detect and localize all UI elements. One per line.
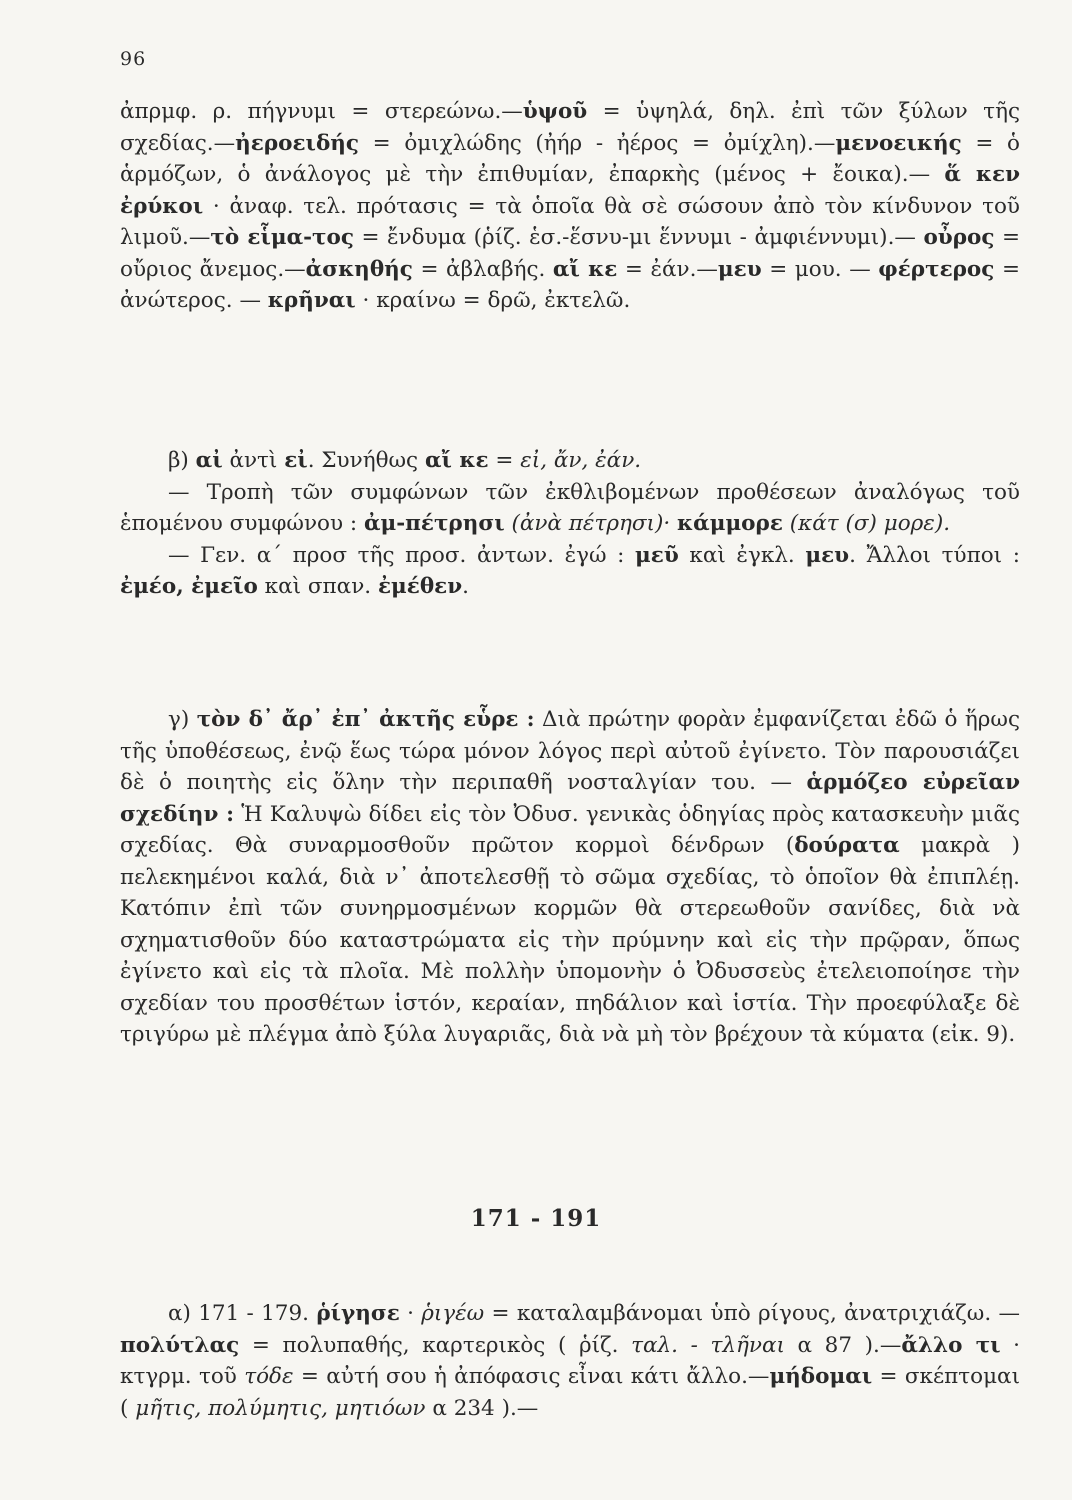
text: — Τροπὴ τῶν συμφώνων τῶν ἐκθλιβομένων προθέσεων ἀναλόγως τοῦ ἑπομένου συμφώνου :	[120, 479, 1020, 536]
gloss-text: = ἐάν.—	[617, 256, 718, 282]
gloss-text: · κραίνω = δρῶ, ἐκτελῶ.	[355, 288, 631, 313]
gloss-term: αἴ κε	[552, 256, 618, 282]
term: εἰ	[284, 448, 308, 473]
text: = εἰ, ἄν, ἐάν.	[488, 448, 642, 473]
text: καὶ ἐγκλ.	[678, 542, 806, 568]
text: — Γεν. α΄ προσ τῆς προσ. ἀντων. ἐγώ :	[168, 542, 636, 568]
text: ·	[399, 1301, 422, 1326]
text: . Συνήθως	[307, 448, 425, 473]
gloss-text: = ὑψηλά, δηλ. ἐπὶ τῶν ξύλων τῆς σχεδίας.—	[120, 99, 1020, 156]
gloss-term: κρῆναι	[267, 288, 356, 313]
gloss-text: = ἀνώτερος. —	[120, 256, 1020, 313]
term: ἐμέθεν	[377, 574, 463, 599]
gloss-term: ὑψοῦ	[522, 99, 588, 124]
section-171-paragraph	[120, 1298, 1020, 1424]
section-b-consonants	[120, 477, 1020, 540]
term: ἀμ-πέτρησι	[363, 511, 505, 536]
term: αἴ κε	[424, 448, 489, 473]
text: ῥιγέω	[421, 1301, 485, 1326]
text: = καταλαμβάνομαι ὑπὸ ρίγους, ἀνατριχιάζω. —	[484, 1301, 1020, 1326]
gloss-term: μευ	[717, 256, 762, 282]
gloss-term: οὖρος	[923, 225, 995, 250]
gloss-text: = ὀμιχλώδης (ἠήρ - ἠέρος = ὀμίχλη).—	[359, 130, 836, 156]
term: ἐμέο, ἐμεῖο	[120, 574, 258, 599]
text: (ἀνὰ πέτρησι)·	[504, 511, 678, 536]
gloss-term: μενοεικής	[835, 130, 962, 156]
section-g	[120, 704, 1020, 1051]
term: ἄλλο τι	[901, 1332, 1001, 1358]
gloss-term: ἠεροειδής	[235, 130, 360, 156]
gloss-text: = ἀβλαβής.	[412, 256, 553, 282]
text: · κτγρμ. τοῦ	[120, 1332, 1021, 1389]
gloss-text: ἀπρμφ. ρ. πήγνυμι = στερεώνω.—	[120, 99, 523, 124]
term: αἰ	[195, 448, 223, 473]
text: α) 171 - 179.	[168, 1301, 317, 1326]
text: ἀντὶ	[222, 448, 285, 473]
term: ῥίγησε	[316, 1301, 400, 1326]
text: = πολυπαθής, καρτερικὸς ( ῥίζ.	[239, 1332, 632, 1358]
text: καὶ σπαν.	[257, 574, 378, 599]
section-b-genitive	[120, 540, 1020, 603]
gloss-term: ἅ κεν ἐρύκοι	[120, 162, 1021, 219]
section-171-191	[120, 1298, 1020, 1424]
text: = σκέπτομαι (	[120, 1364, 1021, 1421]
text: τόδε	[244, 1364, 294, 1389]
section-g-paragraph	[120, 704, 1020, 1051]
gloss-text: = μου. —	[761, 256, 879, 282]
text: ταλ. - τλῆναι	[631, 1332, 785, 1358]
text: α 234 ).—	[425, 1395, 539, 1421]
term: δούρατα	[794, 833, 900, 858]
text: γ)	[168, 707, 197, 732]
text: Ἡ Καλυψὼ δίδει εἰς τὸν Ὀδυσ. γενικὰς ὁδηγίας πρὸς κατασκευὴν μιᾶς σχεδίας. Θὰ συναρμοσθοῦν πρῶτον κορμοὶ δένδρων (	[120, 801, 1020, 858]
term: κάμμορε	[677, 511, 783, 536]
gloss-term: φέρτερος	[878, 256, 995, 282]
text: α 87 ).—	[784, 1332, 902, 1358]
term: μήδομαι	[769, 1364, 873, 1389]
gloss-text: · ἀναφ. τελ. πρότασις = τὰ ὁποῖα θὰ σὲ σώσουν ἀπὸ τὸν κίνδυνον τοῦ λιμοῦ.—	[120, 193, 1020, 250]
text: (κάτ (σ) μορε).	[782, 511, 951, 536]
text: . Ἄλλοι τύποι :	[849, 542, 1020, 568]
term: πολύτλας	[120, 1332, 240, 1358]
gloss-term: ἀσκηθής	[305, 256, 413, 282]
glossary-paragraph	[120, 96, 1020, 317]
text: μῆτις, πολύμητις, μητιόων	[135, 1395, 426, 1421]
text: = αὐτή σου ἡ ἀπόφασις εἶναι κάτι ἄλλο.—	[293, 1364, 770, 1389]
term: ἁρμόζεο εὐρεῖαν σχεδίην :	[120, 770, 1020, 827]
text: .	[462, 574, 469, 599]
text: β)	[168, 448, 196, 473]
text: Διὰ πρώτην φορὰν ἐμφανίζεται ἐδῶ ὁ ἥρως τῆς ὑποθέσεως, ἐνῷ ἕως τώρα μόνον λόγος περὶ αὐτοῦ ἐγίνετο. Τὸν παρουσιάζει δὲ ὁ ποιητὴς εἰς ὅλην τὴν περιπαθῆ νοσταλγίαν του. —	[120, 707, 1020, 795]
term: μευ	[805, 542, 850, 568]
gloss-text: = ὁ ἁρμόζων, ὁ ἀνάλογος μὲ τὴν ἐπιθυμίαν, ἐπαρκὴς (μένος + ἔοικα).—	[120, 130, 1020, 187]
gloss-text: = ἔνδυμα (ῥίζ. ἑσ.-ἕσνυ-μι ἕννυμι - ἀμφιέννυμι).—	[353, 225, 924, 250]
gloss-term: τὸ εἷμα-τος	[210, 225, 354, 250]
page-number: 96	[120, 48, 147, 70]
section-b	[120, 445, 1020, 603]
gloss-text: = οὔριος ἄνεμος.—	[120, 225, 1020, 282]
term: μεῦ	[635, 542, 679, 568]
text: μακρὰ ) πελεκημένοι καλά, διὰ ν᾽ ἀποτελεσθῇ τὸ σῶμα σχεδίας, τὸ ὁποῖον θὰ ἐπιπλέῃ. Κατόπιν ἐπὶ τῶν συνηρμοσμένων κορμῶν θὰ στερεωθοῦν σανίδες, διὰ νὰ σχηματισθοῦν δύο καταστρώματα εἰς τὴν πρύμνην καὶ εἰς τὴν πρῷραν, ὅπως ἐγίνετο καὶ εἰς τὰ πλοῖα. Μὲ πολλὴν ὑπομονὴν ὁ Ὀδυσσεὺς ἐτελειοποίησε τὴν σχεδίαν του προσθέτων ἱστόν, κεραίαν, πηδάλιον καὶ ἱστία. Τὴν προεφύλαξε δὲ τριγύρω μὲ πλέγμα ἀπὸ ξύλα λυγαριᾶς, διὰ νὰ μὴ τὸν βρέχουν τὰ κύματα (εἰκ. 9).	[120, 833, 1020, 1047]
section-heading: 171 - 191	[470, 1205, 602, 1232]
section-b-intro	[120, 445, 1020, 477]
term: τὸν δ᾽ ἄρ᾽ ἐπ᾽ ἀκτῆς εὗρε :	[196, 707, 535, 732]
